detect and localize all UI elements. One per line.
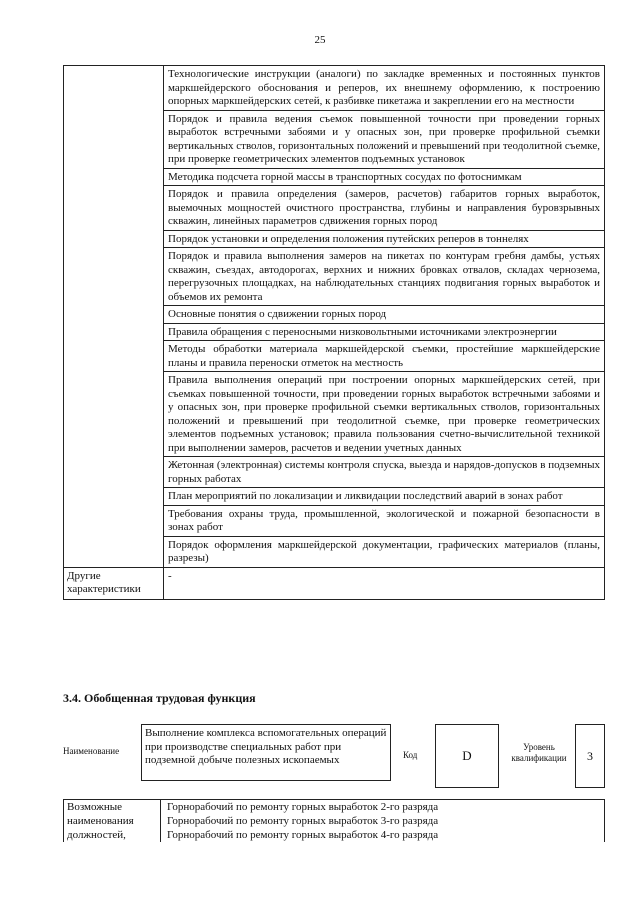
code-label: Код	[403, 750, 418, 760]
table-row	[64, 800, 605, 815]
position-item: Горнорабочий по ремонту горных выработок 4-го разряда	[161, 828, 605, 842]
positions-body	[64, 800, 605, 843]
requirement-item: Методика подсчета горной массы в транспортных сосудах по фотоснимкам	[164, 168, 605, 186]
page-number: 25	[314, 34, 326, 46]
positions-label: Возможные наименования должностей,	[64, 800, 161, 843]
positions-table	[63, 799, 605, 842]
requirement-item: Порядок и правила ведения съемок повышенной точности при проведении горных выработок встречными забоями и у опасных зон, при проверке профильной съемки вертикальных стволов, горизонтальных положений и превышений при теодолитной съемке, при проверке геометрических элементов подъемных установок	[164, 110, 605, 168]
requirement-item: План мероприятий по локализации и ликвидации последствий аварий в зонах работ	[164, 488, 605, 506]
generalized-function-block	[63, 724, 605, 794]
other-characteristics-label: Другие характеристики	[64, 567, 164, 599]
requirement-item: Технологические инструкции (аналоги) по закладке временных и постоянных пунктов маркшейдерского обоснования и реперов, их внешнему оформлению, к построению опорных маркшейдерских сетей, к разбивке пикетажа и закреплении его на местности	[164, 66, 605, 111]
requirement-item: Порядок и правила выполнения замеров на пикетах по контурам гребня дамбы, устьях скважин, съездах, автодорогах, верхних и нижних бровках отвалов, складах чернозема, перегрузочных площадках, на наблюдательных станциях подвигания горных выработок и объемов их ремонта	[164, 248, 605, 306]
code-value-box: D	[435, 724, 499, 788]
requirement-item: Требования охраны труда, промышленной, экологической и пожарной безопасности в зонах работ	[164, 505, 605, 536]
requirement-item: Основные понятия о сдвижении горных пород	[164, 306, 605, 324]
requirements-body	[64, 66, 605, 600]
section-title: 3.4. Обобщенная трудовая функция	[63, 691, 256, 705]
level-label: Уровень квалификации	[511, 742, 567, 763]
requirement-item: Порядок и правила определения (замеров, расчетов) габаритов горных выработок, выемочных мощностей очистного пространства, глубины и направления буровзрывных скважин, линейных параметров сдвижения горных пород	[164, 186, 605, 231]
requirements-left-cell	[64, 66, 164, 568]
requirement-item: Жетонная (электронная) системы контроля спуска, выезда и нарядов-допусков в подземных горных работах	[164, 457, 605, 488]
level-value-box: 3	[575, 724, 605, 788]
requirement-item: Правила выполнения операций при построении опорных маркшейдерских сетей, при съемках повышенной точности, при проведении горных выработок встречными забоями и у опасных зон, при проверке профильной съемки вертикальных стволов, горизонтальных положений и превышений при теодолитной съемке, при проверке геометрических элементов подъемных установок; правила пользования счетно-вычислительной техникой при выполнении замеров, расчетов и ведении учетных данных	[164, 372, 605, 457]
table-row	[64, 567, 605, 599]
name-label: Наименование	[63, 746, 120, 756]
requirements-table	[63, 65, 605, 600]
position-item: Горнорабочий по ремонту горных выработок 3-го разряда	[161, 814, 605, 828]
position-item: Горнорабочий по ремонту горных выработок 2-го разряда	[161, 800, 605, 815]
other-characteristics-value: -	[164, 567, 605, 599]
requirement-item: Правила обращения с переносными низковольтными источниками электроэнергии	[164, 323, 605, 341]
requirement-item: Порядок оформления маркшейдерской документации, графических материалов (планы, разрезы)	[164, 536, 605, 567]
requirement-item: Порядок установки и определения положения путейских реперов в тоннелях	[164, 230, 605, 248]
name-value-box: Выполнение комплекса вспомогательных операций при производстве специальных работ при подземной добыче полезных ископаемых	[141, 724, 391, 781]
requirement-item: Методы обработки материала маркшейдерской съемки, простейшие маркшейдерские планы и правила переноски отметок на местность	[164, 341, 605, 372]
table-row	[64, 66, 605, 111]
